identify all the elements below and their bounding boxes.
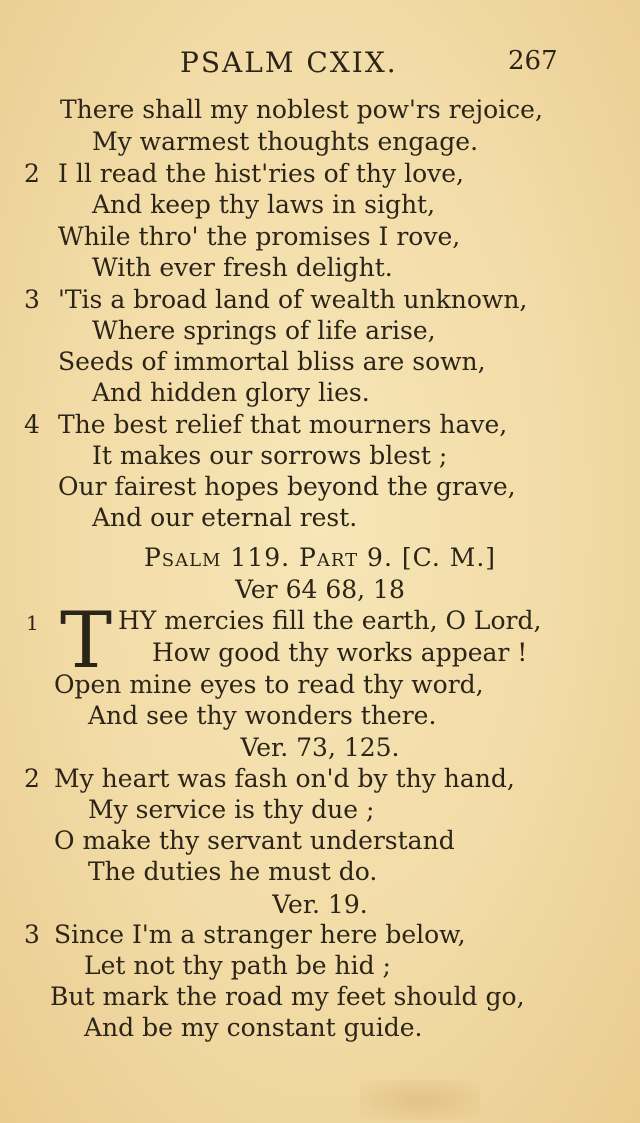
verse-line: Since I'm a stranger here below, [54, 920, 466, 949]
verse-line: How good thy works appear ! [152, 638, 528, 667]
verse-line: And keep thy laws in sight, [92, 190, 436, 219]
psalm-title: Psalm 119. Part 9. [C. M.] [143, 543, 497, 572]
verse-reference: Ver. 19. [272, 890, 368, 919]
verse-line: And our eternal rest. [92, 503, 358, 532]
verse-line: HY mercies fill the earth, O Lord, [118, 606, 542, 635]
page-header [0, 46, 640, 86]
verse-line: My warmest thoughts engage. [92, 127, 479, 156]
verse-line: And be my constant guide. [84, 1013, 423, 1042]
verse-line: I ll read the hist'ries of thy love, [58, 159, 464, 188]
verse-line: But mark the road my feet should go, [50, 982, 525, 1011]
running-head: PSALM CXIX. [180, 46, 398, 79]
stanza-number: 2 [24, 159, 40, 188]
stanza-number: 2 [24, 764, 40, 793]
verse-line: 'Tis a broad land of wealth unknown, [58, 285, 528, 314]
verse-reference: Ver 64 68, 18 [235, 575, 405, 604]
drop-cap: T [60, 596, 113, 686]
paper-stain [360, 1080, 480, 1120]
verse-line: Where springs of life arise, [92, 316, 436, 345]
stanza-number: 4 [24, 410, 40, 439]
verse-line: It makes our sorrows blest ; [92, 441, 448, 470]
verse-line: Seeds of immortal bliss are sown, [58, 347, 486, 376]
verse-line: The duties he must do. [88, 857, 378, 886]
verse-line: And hidden glory lies. [92, 378, 370, 407]
verse-line: O make thy servant understand [54, 826, 455, 855]
verse-line: There shall my noblest pow'rs rejoice, [60, 95, 543, 124]
verse-line: Open mine eyes to read thy word, [54, 670, 484, 699]
verse-line: And see thy wonders there. [88, 701, 437, 730]
stanza-marker: 1 [26, 611, 39, 635]
verse-line: With ever fresh delight. [92, 253, 393, 282]
verse-line: While thro' the promises I rove, [58, 222, 461, 251]
verse-line: Let not thy path be hid ; [84, 951, 391, 980]
verse-line: Our fairest hopes beyond the grave, [58, 472, 516, 501]
page-number: 267 [508, 46, 558, 76]
verse-line: My service is thy due ; [88, 795, 375, 824]
verse-reference: Ver. 73, 125. [240, 733, 400, 762]
stanza-number: 3 [24, 285, 40, 314]
verse-line: My heart was fash on'd by thy hand, [54, 764, 515, 793]
verse-line: The best relief that mourners have, [58, 410, 508, 439]
stanza-number: 3 [24, 920, 40, 949]
